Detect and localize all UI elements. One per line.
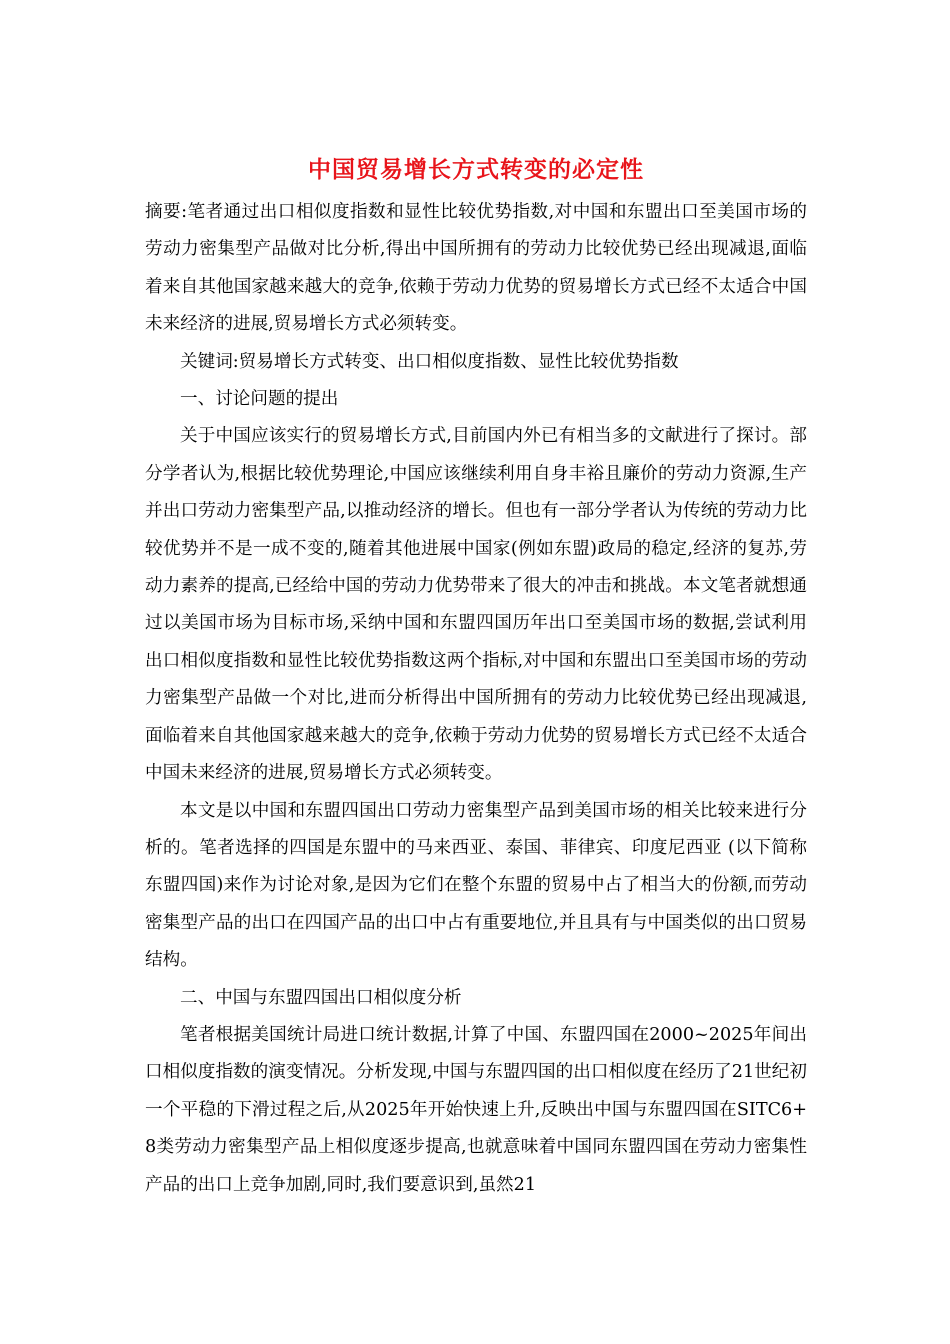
document-page	[145, 150, 807, 1204]
section-1-heading: 一、讨论问题的提出	[180, 389, 339, 410]
section-2-heading: 二、中国与东盟四国出口相似度分析	[180, 987, 462, 1008]
keywords-paragraph: 关键词:贸易增长方式转变、出口相似度指数、显性比较优势指数	[180, 351, 679, 372]
section-1-paragraph-2: 本文是以中国和东盟四国出口劳动力密集型产品到美国市场的相关比较来进行分析的。笔者选择的四国是东盟中的马来西亚、泰国、菲律宾、印度尼西亚 (以下简称东盟四国)来作为讨论对象,是因为它们在整个东盟的贸易中占了相当大的份额,而劳动密集型产品的出口在四国产品的出口中占有重要地位,并且具有与中国类似的出口贸易结构。	[145, 800, 807, 971]
section-2-paragraph-1: 笔者根据美国统计局进口统计数据,计算了中国、东盟四国在2000~2025年间出口相似度指数的演变情况。分析发现,中国与东盟四国的出口相似度在经历了21世纪初一个平稳的下滑过程之后,从2025年开始快速上升,反映出中国与东盟四国在SITC6+8类劳动力密集型产品上相似度逐步提高,也就意味着中国同东盟四国在劳动力密集性产品的出口上竞争加剧,同时,我们要意识到,虽然21	[145, 1024, 807, 1195]
document-title: 中国贸易增长方式转变的必定性	[308, 156, 644, 183]
abstract-paragraph: 摘要:笔者通过出口相似度指数和显性比较优势指数,对中国和东盟出口至美国市场的劳动力密集型产品做对比分析,得出中国所拥有的劳动力比较优势已经出现减退,面临着来自其他国家越来越大的竞争,依赖于劳动力优势的贸易增长方式已经不太适合中国未来经济的进展,贸易增长方式必须转变。	[145, 202, 807, 335]
section-1-paragraph-1: 关于中国应该实行的贸易增长方式,目前国内外已有相当多的文献进行了探讨。部分学者认为,根据比较优势理论,中国应该继续利用自身丰裕且廉价的劳动力资源,生产并出口劳动力密集型产品,以推动经济的增长。但也有一部分学者认为传统的劳动力比较优势并不是一成不变的,随着其他进展中国家(例如东盟)政局的稳定,经济的复苏,劳动力素养的提高,已经给中国的劳动力优势带来了很大的冲击和挑战。本文笔者就想通过以美国市场为目标市场,采纳中国和东盟四国历年出口至美国市场的数据,尝试利用出口相似度指数和显性比较优势指数这两个指标,对中国和东盟出口至美国市场的劳动力密集型产品做一个对比,进而分析得出中国所拥有的劳动力比较优势已经出现减退,面临着来自其他国家越来越大的竞争,依赖于劳动力优势的贸易增长方式已经不太适合中国未来经济的进展,贸易增长方式必须转变。	[145, 426, 807, 784]
